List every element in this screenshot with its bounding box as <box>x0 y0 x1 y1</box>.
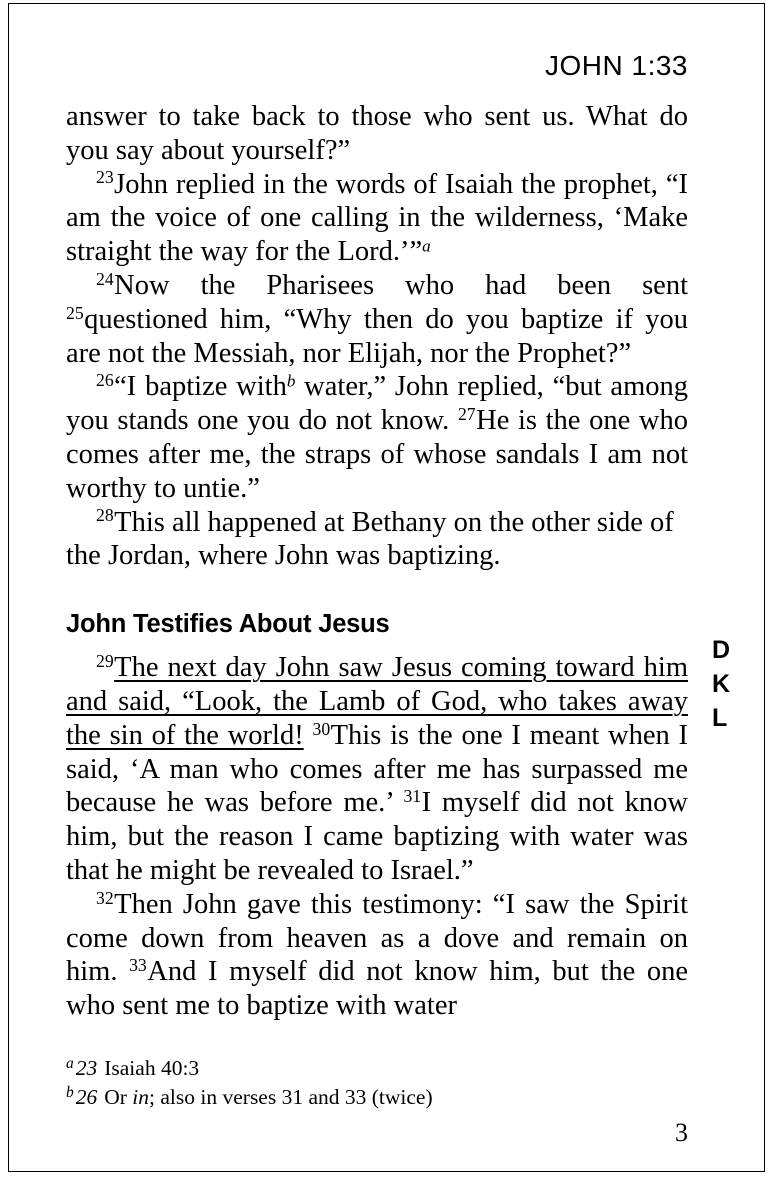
footnote-a <box>66 1055 688 1082</box>
footnote-ref-a[interactable]: a <box>422 236 431 256</box>
paragraph-verse-23 <box>66 168 688 269</box>
paragraph-text: water,” John replied, “but among you stands one you do not know. <box>66 371 688 437</box>
verse-number-26: 26 <box>96 370 114 391</box>
paragraph-text: “I baptize with <box>114 371 287 403</box>
footnote-b <box>66 1084 688 1111</box>
paragraph-verse-28 <box>66 506 688 574</box>
body-text-column <box>66 100 688 1023</box>
verse-number-31: 31 <box>403 786 422 807</box>
paragraph-continued <box>66 100 688 168</box>
page-number: 3 <box>675 1118 688 1147</box>
footnote-ref-b[interactable]: b <box>286 371 296 391</box>
spacer <box>66 573 688 609</box>
paragraph-verse-32 <box>66 888 688 1023</box>
running-head: JOHN 1:33 <box>545 50 688 81</box>
paragraph-text: John replied in the words of Isaiah the prophet, “I am the voice of one calling in the wilderness, ‘Make straight the way for the Lord.’” <box>66 168 688 268</box>
paragraph-verse-24 <box>66 269 688 370</box>
footnote-letter: b <box>66 1084 74 1102</box>
section-heading: John Testifies About Jesus <box>66 610 390 639</box>
paragraph-verse-29 <box>66 651 688 888</box>
paragraph-text: I myself did not know him, but the reason I came baptizing with water was that he might be revealed to Israel.” <box>66 787 688 886</box>
footnote-letter: a <box>66 1055 74 1073</box>
paragraph-text: Now the Pharisees who had been sent <box>114 269 688 301</box>
paragraph-text: questioned him, “Why then do you baptize if you are not the Messiah, nor Elijah, nor the Prophet?” <box>66 303 688 369</box>
paragraph-text: He is the one who comes after me, the straps of whose sandals I am not worthy to untie.” <box>66 405 688 504</box>
verse-number-24: 24 <box>96 268 114 289</box>
paragraph-text: answer to take back to those who sent us. What do you say about yourself?” <box>66 101 688 166</box>
paragraph-text: And I myself did not know him, but the one who sent me to baptize with water <box>66 956 689 1022</box>
paragraph-text: This is the one I meant when I said, ‘A man who comes after me has surpassed me because he was before me.’ <box>66 719 689 819</box>
highlighted-passage: The next day John saw Jesus coming toward him and said, “Look, the Lamb of God, who takes away the sin of the world! <box>66 652 688 751</box>
verse-number-28: 28 <box>96 505 114 526</box>
footnote-italic-word: in <box>132 1085 150 1109</box>
verse-number-30: 30 <box>312 718 331 739</box>
spacer <box>66 639 688 651</box>
footnote-text: ; also in verses 31 and 33 (twice) <box>149 1085 433 1109</box>
margin-letter-k[interactable]: K <box>712 670 731 698</box>
footnote-text: Or <box>104 1085 133 1109</box>
verse-number-25: 25 <box>66 302 84 323</box>
verse-number-33: 33 <box>129 955 147 976</box>
paragraph-verse-26 <box>66 370 688 505</box>
verse-number-27: 27 <box>457 403 476 424</box>
margin-letter-d[interactable]: D <box>712 636 731 664</box>
verse-number-23: 23 <box>96 167 114 188</box>
footnotes-block <box>66 1055 688 1113</box>
footnote-verse-number: 23 <box>75 1056 98 1080</box>
verse-number-29: 29 <box>96 650 114 671</box>
verse-number-32: 32 <box>96 887 114 908</box>
paragraph-text: Then John gave this testimony: “I saw the Spirit come down from heaven as a dove and remain on him. <box>66 888 688 988</box>
footnote-text: Isaiah 40:3 <box>104 1056 200 1080</box>
paragraph-text: This all happened at Bethany on the other side of the Jordan, where John was baptizing. <box>66 506 674 572</box>
page-content <box>66 0 688 1180</box>
margin-letter-l[interactable]: L <box>712 704 728 732</box>
footnote-verse-number: 26 <box>75 1085 98 1109</box>
